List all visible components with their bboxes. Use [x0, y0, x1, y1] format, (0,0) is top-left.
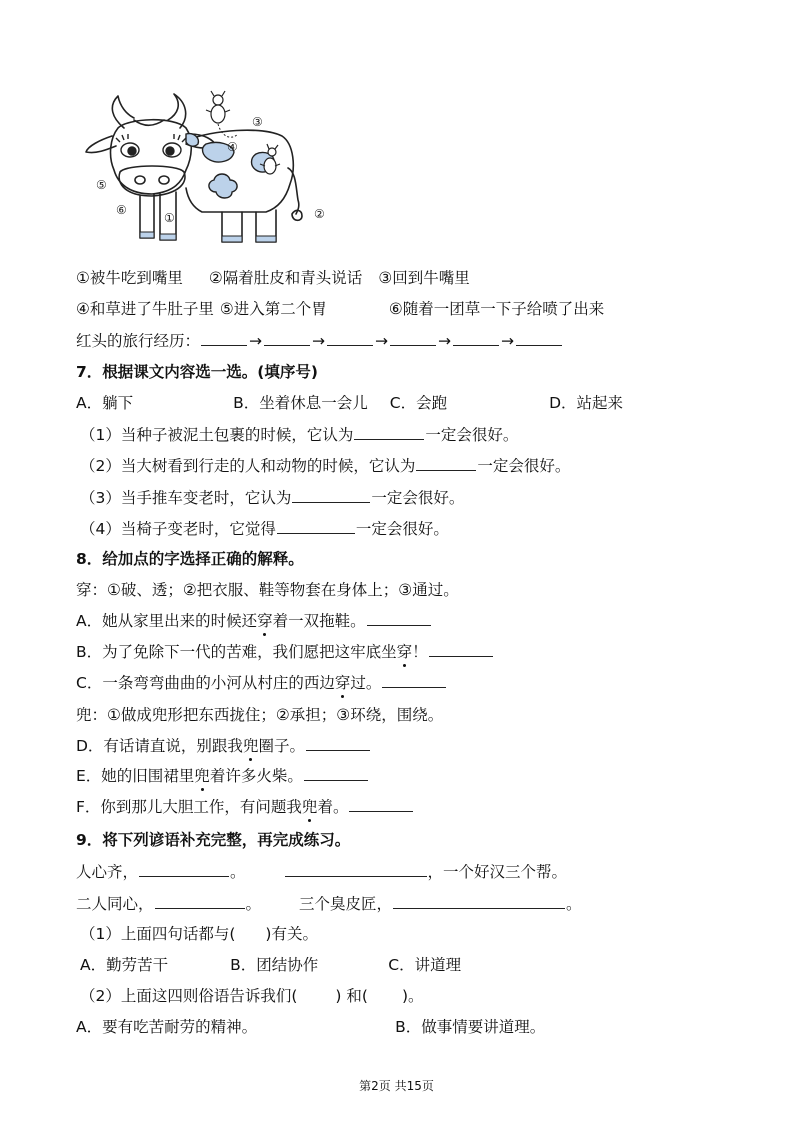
journey-blank-1[interactable]	[201, 330, 247, 346]
q8-item-f: F．你到那儿大胆工作，有问题我兜着。	[76, 796, 414, 817]
q8-blank-d[interactable]	[306, 735, 370, 751]
q7-blank-1[interactable]	[354, 424, 424, 440]
q9-blank-4[interactable]	[393, 893, 565, 909]
figure-label-6: ⑥	[116, 203, 127, 217]
q7-blank-2[interactable]	[416, 455, 476, 471]
figure-label-4: ④	[227, 140, 238, 154]
figure-label-2: ②	[314, 207, 325, 221]
q8-title: 8．给加点的字选择正确的解释。	[76, 550, 304, 568]
q7-item-3: （3）当手推车变老时，它认为 一定会很好。	[80, 489, 465, 507]
page-footer: 第2页 共15页	[359, 1079, 434, 1093]
q8-item-c: C．一条弯弯曲曲的小河从村庄的西边穿过。	[76, 672, 447, 693]
q8-blank-b[interactable]	[429, 641, 493, 657]
q6-options-row2: ④和草进了牛肚子里 ⑤进入第二个胃 ⑥随着一团草一下子给喷了出来	[76, 300, 605, 318]
q9-sub1: （1）上面四句话都与( )有关。	[80, 925, 318, 943]
q8-blank-c[interactable]	[382, 672, 446, 688]
figure-label-5: ⑤	[96, 178, 107, 192]
q7-item-2: （2）当大树看到行走的人和动物的时候，它认为 一定会很好。	[80, 457, 571, 475]
q6-options-row1: ①被牛吃到嘴里 ②隔着肚皮和青头说话 ③回到牛嘴里	[76, 269, 470, 287]
q7-blank-4[interactable]	[277, 518, 355, 534]
q7-title: 7．根据课文内容选一选。(填序号)	[76, 363, 318, 381]
figure-label-3: ③	[252, 115, 263, 129]
q8-definition-chuan: 穿：①破、透；②把衣服、鞋等物套在身体上；③通过。	[76, 581, 459, 599]
figure-label-1: ①	[164, 211, 175, 225]
journey-blank-6[interactable]	[516, 330, 562, 346]
cow-illustration	[82, 88, 342, 253]
q9-proverb-row1: 人心齐， 。 ，一个好汉三个帮。	[76, 863, 568, 881]
q8-blank-e[interactable]	[304, 765, 368, 781]
journey-blank-5[interactable]	[453, 330, 499, 346]
q9-sub1-options: A．勤劳苦干 B．团结协作 C．讲道理	[80, 956, 462, 974]
q8-item-b: B．为了免除下一代的苦难，我们愿把这牢底坐穿！	[76, 641, 494, 662]
q7-blank-3[interactable]	[292, 487, 370, 503]
q6-journey: 红头的旅行经历： → → → → →	[76, 330, 563, 351]
journey-blank-4[interactable]	[390, 330, 436, 346]
q7-item-4: （4）当椅子变老时，它觉得 一定会很好。	[80, 520, 449, 538]
q8-item-d: D．有话请直说，别跟我兜圈子。	[76, 735, 371, 756]
q7-options: A．躺下 B．坐着休息一会儿 C．会跑 D．站起来	[76, 394, 624, 412]
q8-definition-dou: 兜：①做成兜形把东西拢住；②承担；③环绕，围绕。	[76, 706, 444, 724]
q8-blank-a[interactable]	[367, 610, 431, 626]
q7-item-1: （1）当种子被泥土包裹的时候，它认为 一定会很好。	[80, 426, 519, 444]
q8-item-e: E．她的旧围裙里兜着许多火柴。	[76, 765, 369, 786]
q9-sub2-options: A．要有吃苦耐劳的精神。 B．做事情要讲道理。	[76, 1018, 546, 1036]
q9-sub2: （2）上面这四则俗语告诉我们( ) 和( )。	[80, 987, 424, 1005]
q8-blank-f[interactable]	[349, 796, 413, 812]
q9-blank-2[interactable]	[285, 861, 427, 877]
q9-proverb-row2: 二人同心， 。 三个臭皮匠， 。	[76, 895, 582, 913]
q9-title: 9．将下列谚语补充完整，再完成练习。	[76, 831, 351, 849]
journey-blank-3[interactable]	[327, 330, 373, 346]
q9-blank-3[interactable]	[155, 893, 245, 909]
journey-blank-2[interactable]	[264, 330, 310, 346]
q8-item-a: A．她从家里出来的时候还穿着一双拖鞋。	[76, 610, 432, 631]
q9-blank-1[interactable]	[139, 861, 229, 877]
